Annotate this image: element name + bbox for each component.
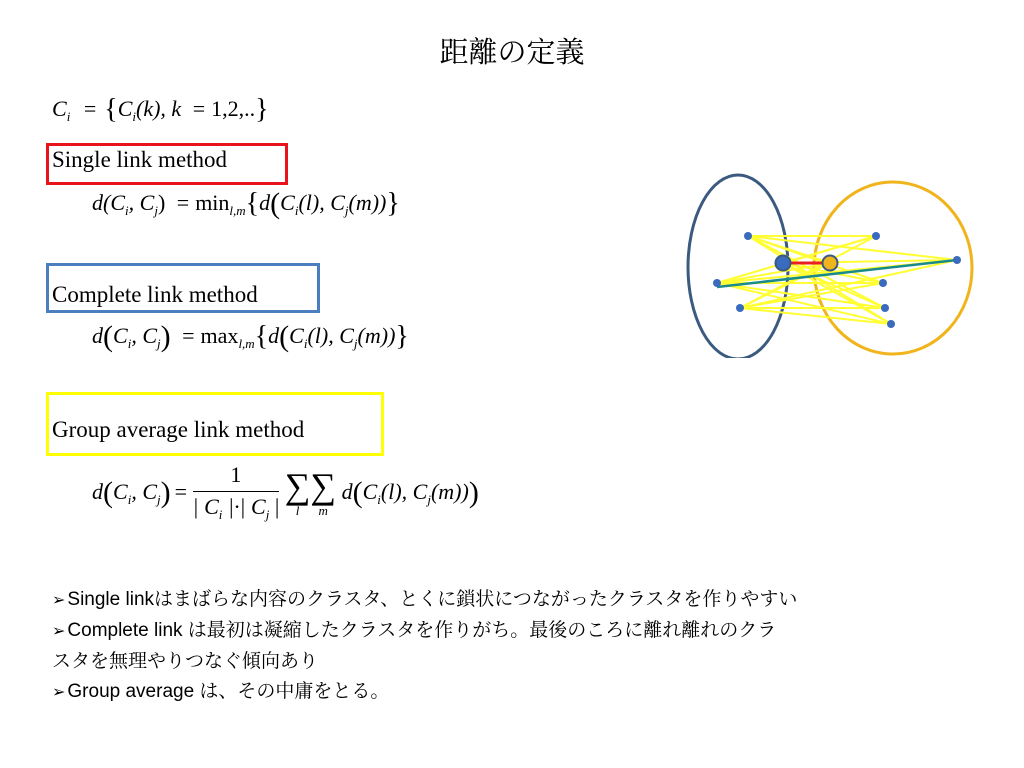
min-operator: min (195, 190, 230, 215)
single-link-formula: $d(C_i$, $C_j) = \min_{l,m}\{d(C_i(l)$, $C_j(m)$)} (92, 187, 400, 220)
page-title: 距離の定義 (439, 37, 585, 69)
formula-part: (l), C (380, 478, 428, 504)
cluster-definition-formula (52, 96, 269, 125)
pairwise-distance-lines (717, 236, 957, 324)
complete-link-label: Complete link method (52, 282, 258, 307)
formula-part: C (289, 323, 304, 348)
formula-part: | (269, 494, 280, 519)
fraction-numerator: 1 (193, 462, 280, 492)
bullet-arrow-icon: ➢ (52, 623, 66, 640)
formula-sub: i (127, 336, 132, 351)
formula-part: (m)) (348, 190, 387, 215)
equals-sign: = (83, 96, 97, 121)
cluster-element-symbol: C (117, 96, 133, 121)
formula-part: | C (192, 494, 219, 519)
close-brace: } (255, 94, 269, 125)
formula-part: , C (128, 190, 155, 215)
formula-part: (m)) (430, 478, 469, 504)
sum-index: l (295, 503, 300, 518)
cluster-symbol: C (52, 96, 67, 121)
open-brace: { (245, 188, 260, 219)
index-values: 1,2,.. (211, 96, 256, 121)
formula-sub: i (125, 203, 129, 218)
right-cluster-nearest-point (823, 256, 838, 271)
formula-part: d (341, 478, 353, 504)
formula-sub: i (377, 491, 381, 507)
single-link-label: Single link method (52, 147, 228, 172)
sigma-symbol: ∑ (284, 466, 311, 506)
formula-part: (m)) (357, 323, 396, 348)
left-cluster-point (736, 304, 744, 312)
right-cluster-point (953, 256, 961, 264)
equals-sign-2: = (192, 96, 206, 121)
right-cluster-point (879, 279, 887, 287)
open-brace: { (254, 321, 269, 352)
left-cluster-point (744, 232, 752, 240)
open-brace: { (104, 94, 118, 125)
bullet-arrow-icon: ➢ (52, 592, 66, 609)
sum-index: m (318, 503, 328, 518)
formula-sub: j (344, 203, 349, 218)
close-brace: } (395, 321, 409, 352)
formula-sub: j (157, 336, 161, 351)
formula-part: C (280, 190, 295, 215)
equals-sign: = (182, 323, 195, 348)
formula-part: (C (103, 190, 125, 215)
formula-part: (l), C (307, 323, 354, 348)
note-item (52, 585, 972, 616)
close-brace: } (386, 188, 400, 219)
formula-sub: j (157, 491, 161, 507)
sigma-symbol: ∑ (310, 466, 337, 506)
equals-sign: = (174, 478, 188, 504)
formula-part: |·| C (222, 494, 266, 519)
notes-list (52, 585, 972, 708)
left-cluster-point (713, 279, 721, 287)
formula-sub: j (154, 203, 158, 218)
note-text: スタを無理やりつなぐ傾向あり (52, 651, 319, 672)
formula-part: (l), C (298, 190, 345, 215)
equals-sign: = (176, 190, 190, 215)
cluster-element-arg: (k), k (136, 96, 182, 121)
max-operator: max (200, 323, 239, 348)
fraction-denominator (193, 492, 280, 523)
cluster-element-index: i (132, 109, 136, 124)
formula-sub: i (303, 336, 308, 351)
formula-part: ) (157, 190, 166, 215)
note-text: Complete link は最初は凝縮したクラスタを作りがち。最後のころに離れ離れのクラ (67, 620, 777, 641)
formula-sub: j (427, 491, 431, 507)
distance-symbol: d (92, 478, 103, 504)
note-item (52, 677, 972, 708)
formula-sub: i (127, 491, 132, 507)
formula-sub: l,m (238, 336, 255, 351)
formula-part: d (268, 323, 280, 348)
note-text: Single linkはまばらな内容のクラスタ、とくに鎖状につながったクラスタを作りやすい (67, 589, 798, 610)
distance-symbol: d (92, 190, 103, 215)
cluster-index: i (66, 109, 71, 124)
right-cluster-point (872, 232, 880, 240)
distance-symbol: d (92, 323, 103, 348)
group-average-formula: $d(C_i$, $C_j$) = $\frac{1}{| C_i |\cdot| C_j |}$ ∑ l ∑ m $d(C_i(l)$, $C_j(m)$)) (92, 462, 479, 522)
sum-m (310, 468, 336, 517)
cluster-linkage-diagram (680, 168, 990, 358)
right-cluster-point (881, 304, 889, 312)
formula-sub: i (218, 507, 223, 522)
bullet-arrow-icon: ➢ (52, 684, 66, 701)
note-text: Group average は、その中庸をとる。 (67, 681, 390, 702)
complete-link-formula: $d(C_i$, $C_j) = \max_{l,m}\{d(C_i(l)$, $C_j(m)$)} (92, 320, 409, 353)
formula-sub: i (294, 203, 299, 218)
distance-line (717, 283, 891, 324)
group-average-label: Group average link method (52, 417, 305, 442)
formula-sub: l,m (229, 203, 246, 218)
sum-l (285, 468, 311, 517)
left-cluster-nearest-point (776, 256, 791, 271)
fraction (193, 462, 280, 523)
formula-part: d (259, 190, 271, 215)
formula-sub: j (353, 336, 358, 351)
note-item (52, 616, 972, 647)
right-cluster-point (887, 320, 895, 328)
note-item (52, 647, 972, 677)
formula-sub: j (265, 507, 270, 522)
